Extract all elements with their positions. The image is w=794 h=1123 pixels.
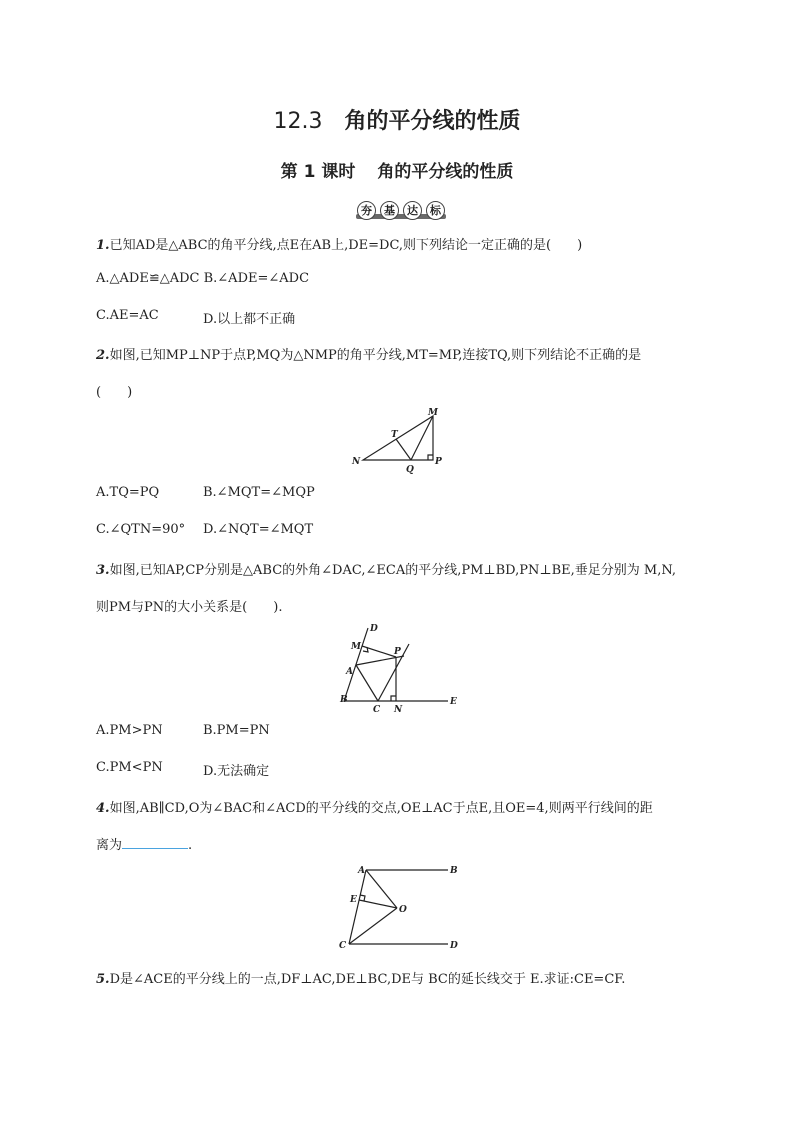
q2-number: 2. [96,348,110,363]
q3-option-c: C.PM<PN [96,760,163,775]
q2-label-n: N [352,457,361,467]
q3-stem [96,559,676,578]
q2-option-c: C.∠QTN=90° [96,522,186,537]
q1-option-c: C.AE=AC [96,308,159,323]
q4-stem [96,797,653,816]
q3-number: 3. [96,563,110,578]
q3-label-d: D [370,624,378,634]
q4-label-o: O [399,905,407,915]
q2-right-angle-mark [428,455,433,460]
section-heading: 角的平分线的性质 [344,109,521,134]
q4-text: 如图,AB∥CD,O为∠BAC和∠ACD的平分线的交点,OE⊥AC于点E,且OE=4,则两平行线间的距 [109,801,653,816]
q3-label-p: P [394,647,401,657]
q4-answer-blank[interactable] [122,836,188,849]
q4-figure [335,860,465,955]
q4-number: 4. [96,801,110,816]
q2-label-p: P [435,457,442,467]
q2-segment-tq [396,439,411,460]
q2-label-m: M [428,408,438,418]
q2-figure [340,402,450,482]
q3-stem-2: 则PM与PN的大小关系是( ). [96,600,283,615]
section-number: 12.3 [273,109,323,134]
lesson-label: 第 1 课时 [280,162,356,182]
q2-text: 如图,已知MP⊥NP于点P,MQ为△NMP的角平分线,MT=MP,连接TQ,则下列结论不正确的是 [109,348,642,363]
q1-option-ab: A.△ADE≌△ADC B.∠ADE=∠ADC [96,271,310,286]
q4-label-b: B [450,866,458,876]
q5-text: D是∠ACE的平分线上的一点,DF⊥AC,DE⊥BC,DE与 BC的延长线交于 E.求证:CE=CF. [109,972,626,987]
q3-label-a: A [346,667,353,677]
badge-char: 基 [380,201,399,220]
q3-label-n: N [394,705,403,715]
badge-char: 夯 [357,201,376,220]
q2-option-b: B.∠MQT=∠MQP [203,485,315,500]
q4-text-2: 离为 [96,838,123,853]
q2-label-t: T [391,430,398,440]
q2-option-d: D.∠NQT=∠MQT [203,522,314,537]
q1-stem [96,234,582,253]
q3-label-b: B [340,695,348,705]
q3-option-b: B.PM=PN [203,723,270,738]
lesson-heading: 角的平分线的性质 [377,162,514,182]
q3-label-m: M [351,642,361,652]
q2-answer-paren: ( ) [96,385,133,400]
q1-text: 已知AD是△ABC的角平分线,点E在AB上,DE=DC,则下列结论一定正确的是( ) [109,238,583,253]
q4-text-end: . [188,838,193,853]
q3-side-ac [356,665,378,701]
q3-bisector-ap [356,656,404,665]
q1-number: 1. [96,238,110,253]
q3-label-c: C [373,705,381,715]
q4-stem-2 [96,834,192,853]
q3-right-angle-n [391,696,396,701]
badge-char: 达 [403,201,422,220]
q5-stem [96,968,625,987]
q4-label-c: C [339,941,347,951]
section-title [0,104,794,135]
q4-label-d: D [450,941,458,951]
q3-option-d: D.无法确定 [203,764,270,779]
q2-stem [96,344,641,363]
q3-label-e: E [450,697,457,707]
q3-text: 如图,已知AP,CP分别是△ABC的外角∠DAC,∠ECA的平分线,PM⊥BD,PN⊥BE,垂足分别为 M,N, [109,563,677,578]
lesson-title [0,157,794,182]
q4-label-a: A [358,866,365,876]
q3-figure [330,620,465,715]
q3-option-a: A.PM>PN [96,723,163,738]
badge-char: 标 [426,201,445,220]
q1-option-d: D.以上都不正确 [203,312,296,327]
section-badge [356,201,446,219]
q4-label-e: E [350,895,357,905]
q2-option-a: A.TQ=PQ [96,485,160,500]
q5-number: 5. [96,972,110,987]
q2-label-q: Q [406,465,414,475]
